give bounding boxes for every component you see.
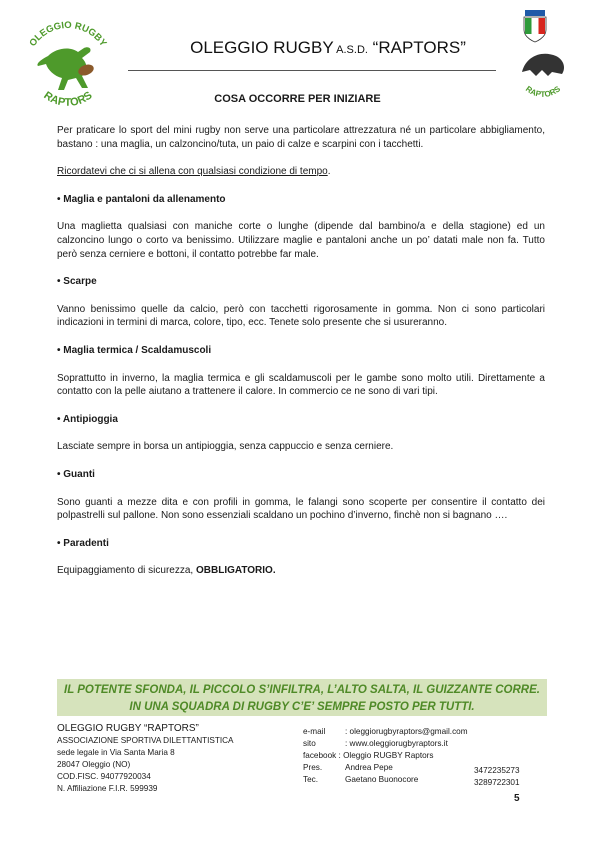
footer-line: sede legale in Via Santa Maria 8 [57, 748, 175, 757]
site-label: sito [303, 739, 316, 748]
logo-top-text: OLEGGIO RUGBY [27, 19, 109, 49]
site-link[interactable]: : www.oleggiorugbyraptors.it [345, 739, 448, 748]
footer-line: 28047 Oleggio (NO) [57, 760, 131, 769]
reminder-paragraph [57, 165, 545, 179]
footer-contacts [303, 726, 468, 786]
section-title: • Maglia e pantaloni da allenamento [57, 193, 226, 205]
section-text [57, 564, 545, 578]
document-title [128, 38, 528, 58]
section-text: Una maglietta qualsiasi con maniche corte o lunghe (dipende dal bambino/a e della stagione) ed un calzoncino lungo o corto va benissimo. Utilizzare maglie e pantaloni anche un po’ datati male non fa. Tutto però senza cerniere e bottoni, il contatto potrebbe far male. [57, 221, 545, 260]
logo-right-text: RAPTORS [523, 84, 563, 99]
footer-line: ASSOCIAZIONE SPORTIVA DILETTANTISTICA [57, 736, 234, 745]
section-text: Soprattutto in inverno, la maglia termica e gli scaldamuscoli per le gambe sono molto utili. Direttamente a contatto con la pelle aiutano a trattenere il calore. In commercio ce ne sono di vari tipi. [57, 372, 545, 398]
obbligatorio-text: OBBLIGATORIO. [195, 565, 276, 577]
title-main: OLEGGIO RUGBY [190, 38, 334, 57]
section-text: Vanno benissimo quelle da calcio, però con tacchetti rigorosamente in gomma. Non ci sono particolari indicazioni in termini di marca, colore, tipo, ecc. Tenete solo presente che si usureranno. [57, 303, 545, 329]
footer-org: OLEGGIO RUGBY “RAPTORS” [57, 723, 199, 734]
facebook-label: facebook [303, 751, 337, 760]
footer-line: COD.FISC. 94077920034 [57, 772, 151, 781]
section-text: Sono guanti a mezze dita e con profili in gomma, le falangi sono scoperte per consentire il contatto dei polpastrelli sul pallone. Non sono essenziali scaldano un pochino d’inverno, finchè non si bagnano …. [57, 496, 545, 522]
reminder-tail: . [327, 166, 331, 178]
section-heading: COSA OCCORRE PER INIZIARE [214, 93, 381, 105]
raptor-head-icon [522, 54, 564, 76]
email-label: e-mail [303, 727, 326, 736]
motto-line-1: IL POTENTE SFONDA, IL PICCOLO S’INFILTRA, L’ALTO SALTA, IL GUIZZANTE CORRE. [64, 684, 540, 696]
section-title: • Scarpe [57, 276, 97, 288]
tec-label: Tec. [303, 775, 319, 784]
section-title: • Antipioggia [57, 413, 118, 425]
footer-left [57, 723, 234, 795]
motto-banner [57, 679, 547, 716]
footer-line: N. Affiliazione F.I.R. 599939 [57, 784, 158, 793]
title-sub: A.S.D. [333, 44, 368, 56]
facebook-link[interactable]: : Oleggio RUGBY Raptors [338, 751, 434, 760]
reminder-text: Ricordatevi che ci si allena con qualsiasi condizione di tempo [57, 166, 328, 178]
motto-line-2: IN UNA SQUADRA DI RUGBY C’E’ SEMPRE POSTO PER TUTTI. [129, 700, 475, 713]
section-title: • Guanti [57, 468, 95, 480]
title-divider [128, 70, 496, 71]
section-text: Lasciate sempre in borsa un antipioggia, senza cappuccio e senza cerniere. [57, 441, 394, 453]
tec-name: Gaetano Buonocore [345, 775, 419, 784]
pres-name: Andrea Pepe [345, 763, 393, 772]
pres-label: Pres. [303, 763, 323, 772]
section-title: • Maglia termica / Scaldamuscoli [57, 344, 212, 356]
svg-text:OLEGGIO RUGBY [27, 20, 109, 49]
tec-phone[interactable]: 3289722301 [474, 778, 520, 787]
paradenti-text: Equipaggiamento di sicurezza, [57, 565, 196, 577]
page-number: 5 [514, 793, 520, 804]
main-content [57, 124, 545, 578]
email-link[interactable]: : oleggiorugbyraptors@gmail.com [345, 727, 468, 736]
title-tail: “RAPTORS” [367, 38, 466, 57]
logo-bottom-text: RAPTORS [41, 89, 95, 108]
pres-phone[interactable]: 3472235273 [474, 766, 520, 775]
section-title: • Paradenti [57, 537, 109, 549]
footer-phones [474, 765, 520, 789]
intro-paragraph: Per praticare lo sport del mini rugby non serve una particolare attrezzatura né un particolare abbigliamento, bastano : una maglia, un calzoncino/tuta, un paio di calze e scarpini con i tacchetti. [57, 125, 545, 150]
